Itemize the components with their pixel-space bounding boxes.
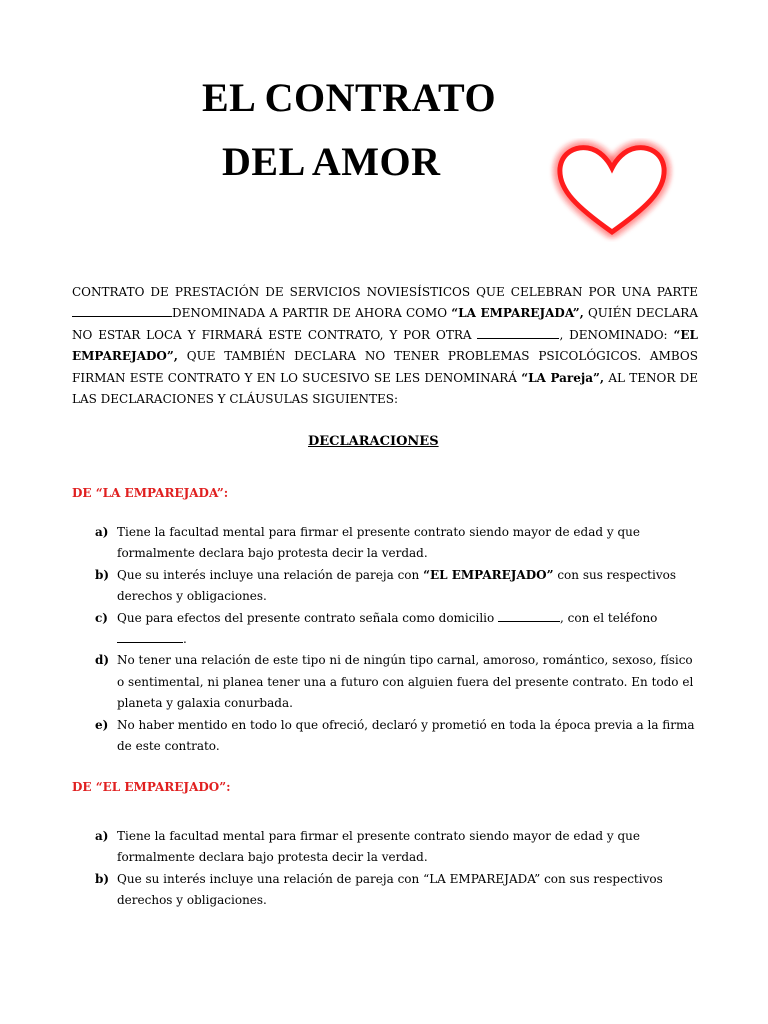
heart-icon — [548, 138, 676, 242]
blank-line-telefono — [117, 630, 183, 643]
title-line-2: DEL AMOR — [222, 139, 441, 184]
list-item: d) No tener una relación de este tipo ni de ningún tipo carnal, amoroso, romántico, sexoso, físico o sentimental, ni planea tener una a futuro con alguien fuera del presente contrato. En todo el planeta y galaxia conurbada. — [95, 653, 694, 711]
list-item: e) No haber mentido en todo lo que ofreció, declaró y prometió en toda la época previa a la firma de este contrato. — [95, 717, 695, 754]
el-emparejado-list — [95, 826, 695, 912]
blank-line-name-1 — [72, 304, 172, 317]
list-item: c) Que para efectos del presente contrato señala como domicilio , con el teléfono . — [95, 610, 658, 647]
declaraciones-heading: DECLARACIONES — [308, 434, 439, 449]
la-emparejada-list — [95, 522, 695, 757]
blank-line-domicilio — [498, 609, 560, 622]
blank-line-name-2 — [477, 326, 559, 339]
intro-paragraph: CONTRATO DE PRESTACIÓN DE SERVICIOS NOVIESÍSTICOS QUE CELEBRAN POR UNA PARTE DENOMINADA A PARTIR DE AHORA COMO “LA EMPAREJADA”, QUIÉN DECLARA NO ESTAR LOCA Y FIRMARÁ ESTE CONTRATO, Y POR OTRA , DENOMINADO: “EL EMPAREJADO”, QUE TAMBIÉN DECLARA NO TENER PROBLEMAS PSICOLÓGICOS. AMBOS FIRMAN ESTE CONTRATO Y EN LO SUCESIVO SE LES DENOMINARÁ “LA Pareja”, AL TENOR DE LAS DECLARACIONES Y CLÁUSULAS SIGUIENTES: — [72, 285, 698, 407]
list-item: a) Tiene la facultad mental para firmar el presente contrato siendo mayor de edad y que formalmente declara bajo protesta decir la verdad. — [95, 525, 640, 561]
list-item: b) Que su interés incluye una relación de pareja con “LA EMPAREJADA” con sus respectivos derechos y obligaciones. — [95, 871, 663, 908]
section-el-emparejado-heading: DE “EL EMPAREJADO”: — [72, 780, 231, 794]
section-la-emparejada-heading: DE “LA EMPAREJADA”: — [72, 486, 229, 500]
title-line-1: EL CONTRATO — [202, 75, 497, 120]
list-item: a) Tiene la facultad mental para firmar el presente contrato siendo mayor de edad y que formalmente declara bajo protesta decir la verdad. — [95, 829, 640, 865]
list-item: b) Que su interés incluye una relación de pareja con “EL EMPAREJADO” con sus respectivos derechos y obligaciones. — [95, 567, 676, 604]
